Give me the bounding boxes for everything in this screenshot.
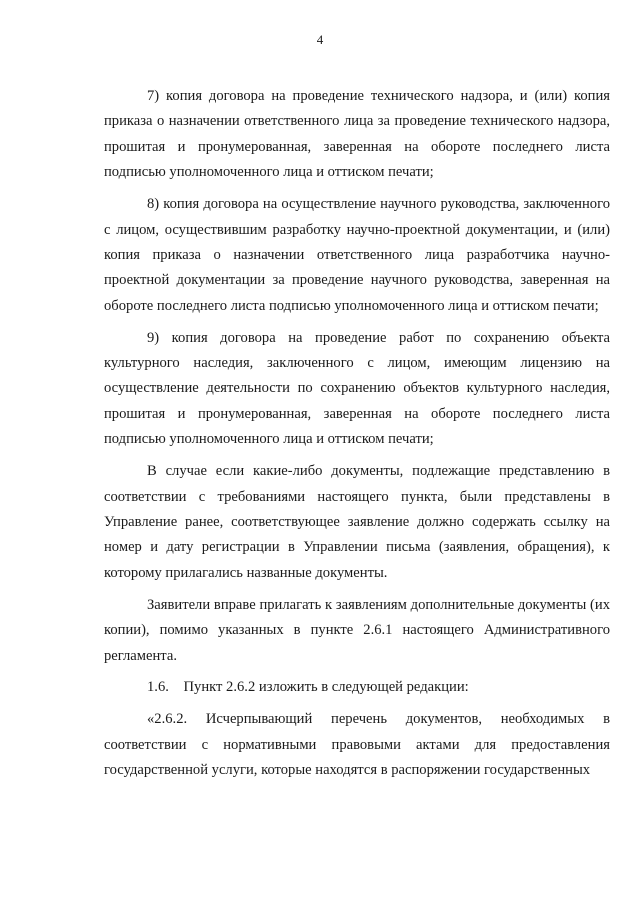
- list-item-9: 9) копия договора на проведение работ по сохранению объекта культурного наследия, заключенного с лицом, имеющим лицензию на осуществление деятельности по сохранению объектов культурного наследия, прошитая и пронумерованная, заверенная на обороте последнего листа подписью уполномоченного лица и оттиском печати;: [104, 329, 610, 448]
- list-item-7: 7) копия договора на проведение технического надзора, и (или) копия приказа о назначении ответственного лица за проведение технического надзора, прошитая и пронумерованная, заверенная на обороте последнего листа подписью уполномоченного лица и оттиском печати;: [104, 88, 610, 181]
- list-item-8: 8) копия договора на осуществление научного руководства, заключенного с лицом, осуществившим разработку научно-проектной документации, и (или) копия приказа о назначении ответственного лица разработчика научно-проектной документации за проведение научного руководства, заверенная на обороте последнего листа подписью уполномоченного лица и оттиском печати;: [104, 196, 610, 314]
- document-body: [104, 84, 610, 784]
- page-number: 4: [316, 32, 324, 47]
- paragraph-section-2-6-2: «2.6.2. Исчерпывающий перечень документов, необходимых в соответствии с нормативными правовыми актами для предоставления государственной услуги, которые находятся в распоряжении государственных: [104, 711, 610, 779]
- paragraph-prior-documents: В случае если какие-либо документы, подлежащие представлению в соответствии с требованиями настоящего пункта, были представлены в Управление ранее, соответствующее заявление должно содержать ссылку на номер и дату регистрации в Управлении письма (заявления, обращения), к которому прилагались названные документы.: [104, 463, 610, 581]
- paragraph-additional-documents: Заявители вправе прилагать к заявлениям дополнительные документы (их копии), помимо указанных в пункте 2.6.1 настоящего Административного регламента.: [104, 596, 610, 664]
- paragraph-section-1-6: 1.6. Пункт 2.6.2 изложить в следующей редакции:: [147, 679, 469, 696]
